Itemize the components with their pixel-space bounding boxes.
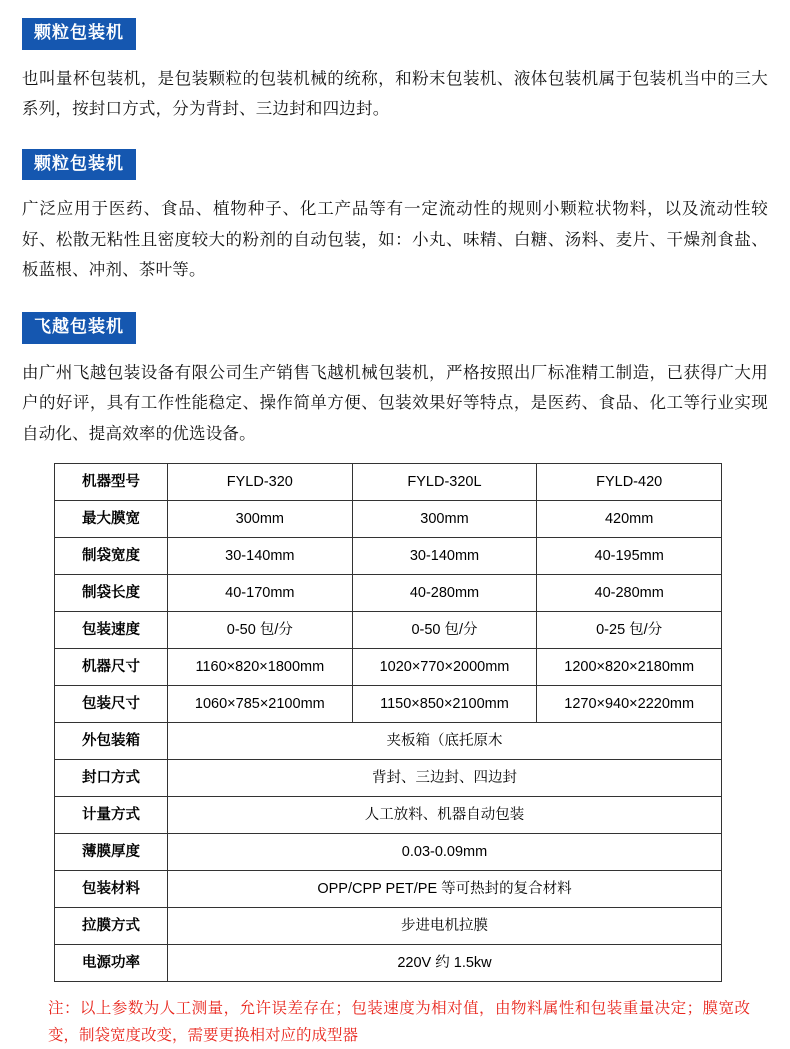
section-paragraph-3: 由广州飞越包装设备有限公司生产销售飞越机械包装机，严格按照出厂标准精工制造，已获得广大用户的好评，具有工作性能稳定、操作简单方便、包装效果好等特点，是医药、食品、化工等行业实现自动化、提高效率的优选设备。 bbox=[22, 363, 768, 443]
table-cell: 220V 约 1.5kw bbox=[168, 945, 722, 982]
table-row-label: 外包装箱 bbox=[55, 723, 168, 760]
table-cell: 30-140mm bbox=[352, 538, 537, 575]
table-cell: 步进电机拉膜 bbox=[168, 908, 722, 945]
spec-table-wrapper bbox=[22, 463, 768, 982]
table-row bbox=[55, 871, 722, 908]
table-row-label: 制袋宽度 bbox=[55, 538, 168, 575]
table-row bbox=[55, 797, 722, 834]
table-cell: 40-280mm bbox=[537, 575, 722, 612]
table-cell: 0-25 包/分 bbox=[537, 612, 722, 649]
table-row-label: 薄膜厚度 bbox=[55, 834, 168, 871]
table-row bbox=[55, 908, 722, 945]
section-heading-2: 颗粒包装机 bbox=[22, 149, 136, 181]
table-row-label: 机器尺寸 bbox=[55, 649, 168, 686]
table-cell: 1060×785×2100mm bbox=[168, 686, 353, 723]
table-cell: 40-280mm bbox=[352, 575, 537, 612]
spec-table bbox=[54, 463, 722, 982]
table-row bbox=[55, 464, 722, 501]
table-cell: 1200×820×2180mm bbox=[537, 649, 722, 686]
table-cell: 300mm bbox=[352, 501, 537, 538]
table-row-label: 计量方式 bbox=[55, 797, 168, 834]
table-cell: 0-50 包/分 bbox=[168, 612, 353, 649]
table-row bbox=[55, 575, 722, 612]
table-row bbox=[55, 649, 722, 686]
table-cell: OPP/CPP PET/PE 等可热封的复合材料 bbox=[168, 871, 722, 908]
section-feiyue-packer bbox=[22, 288, 768, 449]
table-cell: 420mm bbox=[537, 501, 722, 538]
table-cell: 40-170mm bbox=[168, 575, 353, 612]
section-granule-packer-2 bbox=[22, 127, 768, 286]
section-heading-1: 颗粒包装机 bbox=[22, 18, 136, 50]
table-row bbox=[55, 612, 722, 649]
table-row bbox=[55, 723, 722, 760]
table-cell: FYLD-420 bbox=[537, 464, 722, 501]
table-row-label: 机器型号 bbox=[55, 464, 168, 501]
spec-note: 注：以上参数为人工测量，允许误差存在；包装速度为相对值，由物料属性和包装重量决定；膜宽改变，制袋宽度改变，需要更换相对应的成型器 bbox=[48, 1000, 750, 1045]
table-row-label: 最大膜宽 bbox=[55, 501, 168, 538]
table-row-label: 电源功率 bbox=[55, 945, 168, 982]
table-row-label: 包装速度 bbox=[55, 612, 168, 649]
table-row bbox=[55, 945, 722, 982]
section-paragraph-1: 也叫量杯包装机，是包装颗粒的包装机械的统称，和粉末包装机、液体包装机属于包装机当中的三大系列，按封口方式，分为背封、三边封和四边封。 bbox=[22, 69, 768, 119]
table-cell: FYLD-320 bbox=[168, 464, 353, 501]
table-row bbox=[55, 834, 722, 871]
table-cell: 背封、三边封、四边封 bbox=[168, 760, 722, 797]
table-cell: 300mm bbox=[168, 501, 353, 538]
table-cell: 夹板箱（底托原木 bbox=[168, 723, 722, 760]
table-cell: 1020×770×2000mm bbox=[352, 649, 537, 686]
table-row bbox=[55, 538, 722, 575]
table-cell: 30-140mm bbox=[168, 538, 353, 575]
table-row-label: 制袋长度 bbox=[55, 575, 168, 612]
table-row bbox=[55, 686, 722, 723]
section-heading-3: 飞越包装机 bbox=[22, 312, 136, 344]
table-cell: 1150×850×2100mm bbox=[352, 686, 537, 723]
table-cell: 40-195mm bbox=[537, 538, 722, 575]
table-row-label: 封口方式 bbox=[55, 760, 168, 797]
table-cell: 1160×820×1800mm bbox=[168, 649, 353, 686]
table-cell: 人工放料、机器自动包装 bbox=[168, 797, 722, 834]
table-cell: 0.03-0.09mm bbox=[168, 834, 722, 871]
table-row bbox=[55, 760, 722, 797]
section-granule-packer-1 bbox=[22, 18, 768, 125]
table-row-label: 包装材料 bbox=[55, 871, 168, 908]
table-row-label: 包装尺寸 bbox=[55, 686, 168, 723]
table-row-label: 拉膜方式 bbox=[55, 908, 168, 945]
table-row bbox=[55, 501, 722, 538]
table-cell: 1270×940×2220mm bbox=[537, 686, 722, 723]
section-paragraph-2: 广泛应用于医药、食品、植物种子、化工产品等有一定流动性的规则小颗粒状物料，以及流动性较好、松散无粘性且密度较大的粉剂的自动包装，如：小丸、味精、白糖、汤料、麦片、干燥剂食盐、板蓝根、冲剂、茶叶等。 bbox=[22, 200, 768, 280]
table-cell: 0-50 包/分 bbox=[352, 612, 537, 649]
table-cell: FYLD-320L bbox=[352, 464, 537, 501]
